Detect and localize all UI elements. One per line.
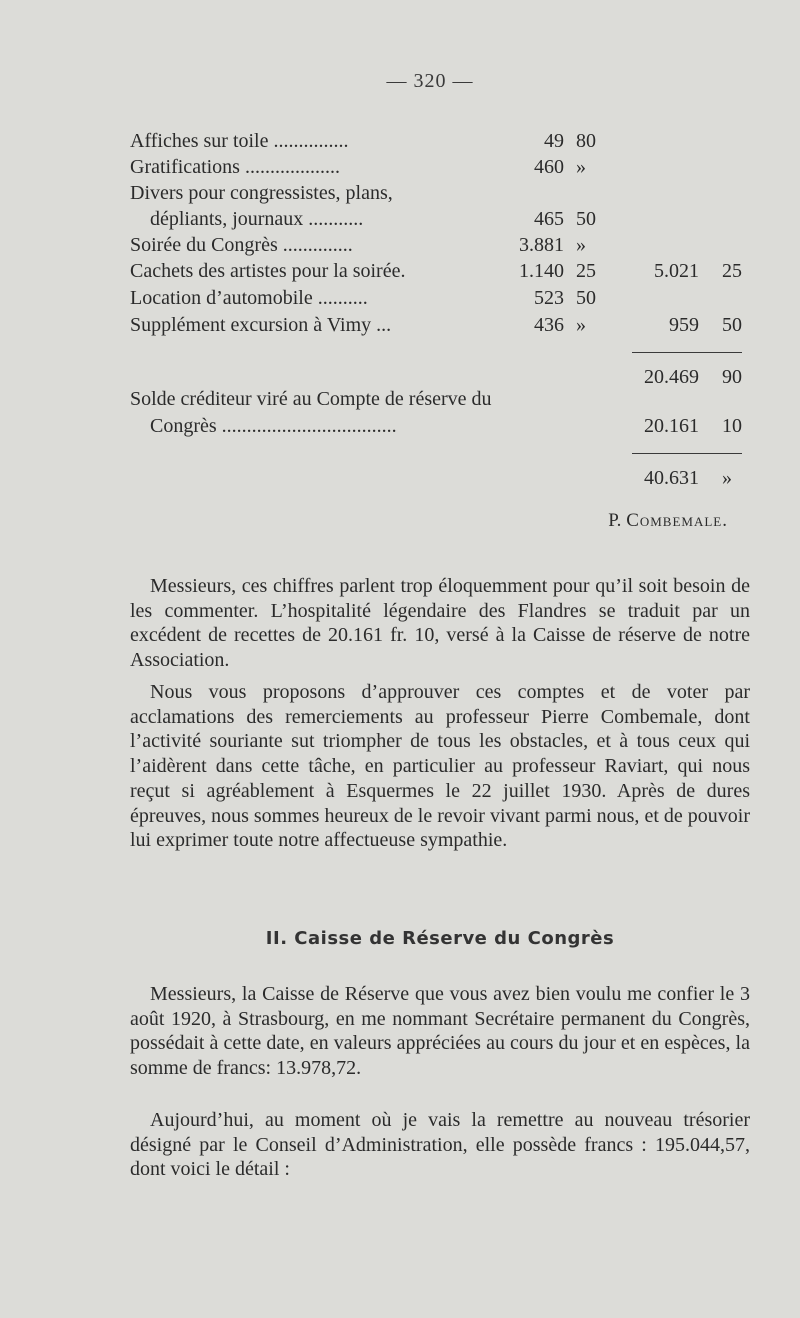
group-total-cents: 50	[722, 314, 742, 336]
expense-cents: 50	[576, 287, 596, 309]
expense-amount: 3.881	[519, 234, 564, 256]
group-total-cents: 25	[722, 260, 742, 282]
paragraph: Messieurs, la Caisse de Réserve que vous avez bien voulu me confier le 3 août 1920, à Strasbourg, en me nommant Secrétaire permanent du Congrès, possédait à cette date, en valeurs appréciées au cours du jour et en espèces, la somme de francs: 13.978,72.	[130, 983, 750, 1080]
signature	[608, 510, 728, 532]
expense-amount: 523	[534, 287, 564, 309]
expense-label: Supplément excursion à Vimy ...	[130, 314, 392, 336]
expense-amount: 49	[544, 130, 564, 152]
paragraph: Aujourd’hui, au moment où je vais la remettre au nouveau trésorier désigné par le Conseil d’Administration, elle possède francs : 195.044,57, dont voici le détail :	[130, 1109, 750, 1181]
expense-cents: 50	[576, 208, 596, 230]
expense-amount: 460	[534, 156, 564, 178]
expense-label: Gratifications ...................	[130, 156, 340, 178]
solde-cents: 10	[722, 415, 742, 437]
expense-label: Affiches sur toile ...............	[130, 130, 349, 152]
expense-cents: »	[576, 156, 586, 178]
section-heading: II. Caisse de Réserve du Congrès	[265, 928, 615, 949]
expense-label: Cachets des artistes pour la soirée.	[130, 260, 406, 282]
expense-cents: 80	[576, 130, 596, 152]
paragraph: Messieurs, ces chiffres parlent trop éloquemment pour qu’il soit besoin de les commenter. L’hospitalité légendaire des Flandres se traduit par un excédent de recettes de 20.161 fr. 10, versé à la Caisse de réserve de notre Association.	[130, 575, 750, 672]
expense-cents: »	[576, 234, 586, 256]
group-total-amount: 959	[669, 314, 699, 336]
page-number: — 320 —	[386, 70, 474, 92]
expense-label: Divers pour congressistes, plans,	[130, 182, 393, 204]
solde-label-line2: Congrès ...................................	[150, 415, 397, 437]
group-total-amount: 5.021	[654, 260, 699, 282]
solde-label-line1: Solde créditeur viré au Compte de réserve du	[130, 388, 492, 410]
total-rule	[632, 352, 742, 353]
expense-label: dépliants, journaux ...........	[150, 208, 364, 230]
grand-total-amount: 40.631	[644, 467, 699, 489]
expense-amount: 436	[534, 314, 564, 336]
solde-amount: 20.161	[644, 415, 699, 437]
expense-cents: »	[576, 314, 586, 336]
grand-total-cents: »	[722, 467, 732, 489]
expense-amount: 1.140	[519, 260, 564, 282]
paragraph: Nous vous proposons d’approuver ces comptes et de voter par acclamations des remerciements au professeur Pierre Combemale, dont l’activité souriante sut triompher de tous les obstacles, et à tous ceux qui l’aidèrent dans cette tâche, en particulier au professeur Raviart, qui nous reçut si agréablement à Esquermes le 22 juillet 1930. Après de dures épreuves, nous sommes heureux de le revoir vivant parmi nous, et de pouvoir lui exprimer toute notre affectueuse sympathie.	[130, 681, 750, 852]
subtotal-amount: 20.469	[644, 366, 699, 388]
expense-label: Location d’automobile ..........	[130, 287, 368, 309]
expense-cents: 25	[576, 260, 596, 282]
total-rule	[632, 453, 742, 454]
subtotal-cents: 90	[722, 366, 742, 388]
expense-label: Soirée du Congrès ..............	[130, 234, 353, 256]
signature-initial: P.	[608, 510, 622, 531]
expense-amount: 465	[534, 208, 564, 230]
signature-name: Combemale.	[626, 510, 728, 531]
